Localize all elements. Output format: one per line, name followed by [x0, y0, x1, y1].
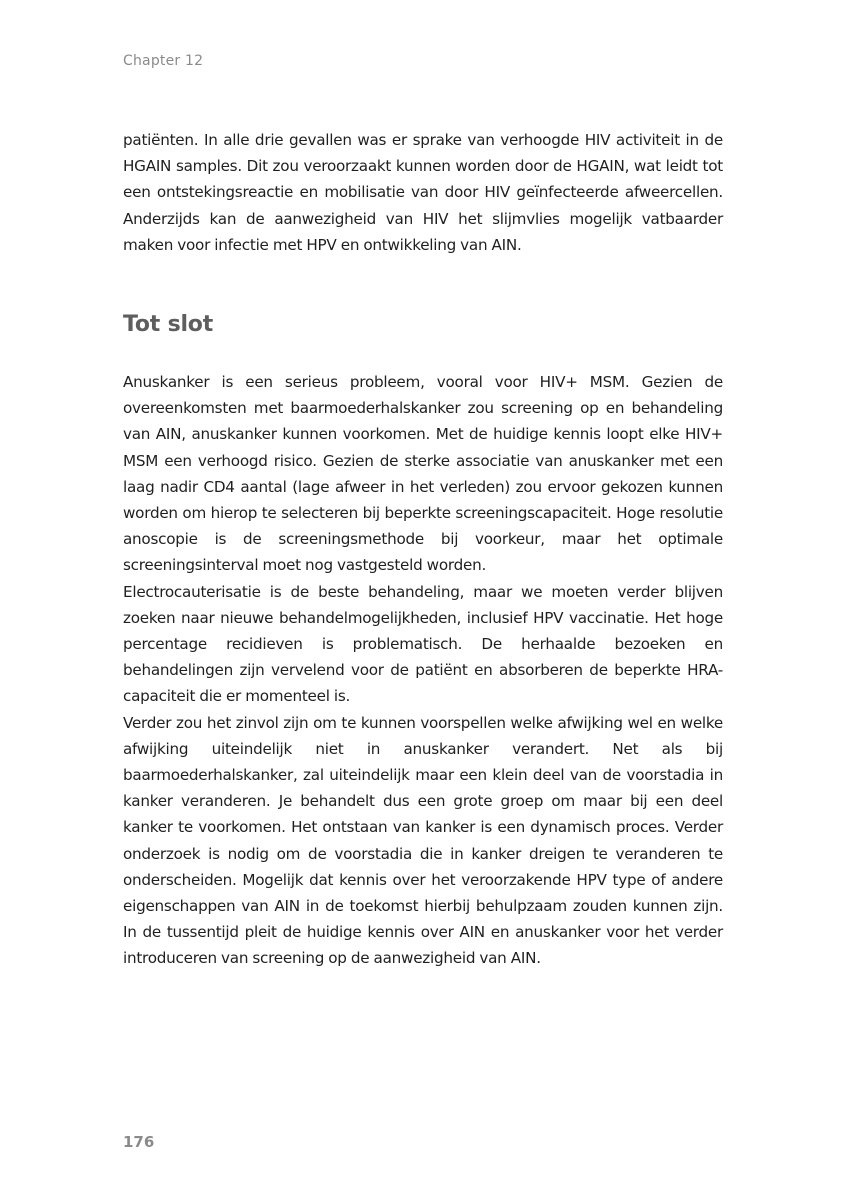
body-paragraph-2: Electrocauterisatie is de beste behandeling, maar we moeten verder blijven zoeken naar nieuwe behandelmogelijkheden, inclusief HPV vaccinatie. Het hoge percentage recidieven is problematisch. De herhaalde bezoeken en behandelingen zijn vervelend voor de patiënt en absorberen de beperkte HRA-capaciteit die er momenteel is. [123, 582, 723, 706]
page-number: 176 [123, 1133, 155, 1151]
body-paragraph-1: Anuskanker is een serieus probleem, vooral voor HIV+ MSM. Gezien de overeenkomsten met baarmoederhalskanker zou screening op en behandeling van AIN, anuskanker kunnen voorkomen. Met de huidige kennis loopt elke HIV+ MSM een verhoogd risico. Gezien de sterke associatie van anuskanker met een laag nadir CD4 aantal (lage afweer in het verleden) zou ervoor gekozen kunnen worden om hierop te selecteren bij beperkte screeningscapaciteit. Hoge resolutie anoscopie is de screeningsmethode bij voorkeur, maar het optimale screeningsinterval moet nog vastgesteld worden. [123, 373, 723, 575]
body-paragraph-3: Verder zou het zinvol zijn om te kunnen voorspellen welke afwijking wel en welke afwijking uiteindelijk niet in anuskanker verandert. Net als bij baarmoederhalskanker, zal uiteindelijk maar een klein deel van de voorstadia in kanker veranderen. Je behandelt dus een grote groep om maar bij een deel kanker te voorkomen. Het ontstaan van kanker is een dynamisch proces. Verder onderzoek is nodig om de voorstadia die in kanker dreigen te veranderen te onderscheiden. Mogelijk dat kennis over het veroorzakende HPV type of andere eigenschappen van AIN in de toekomst hierbij behulpzaam zouden kunnen zijn. In de tussentijd pleit de huidige kennis over AIN en anuskanker voor het verder introduceren van screening op de aanwezigheid van AIN. [123, 713, 723, 968]
running-header: Chapter 12 [123, 53, 204, 69]
intro-paragraph: patiënten. In alle drie gevallen was er sprake van verhoogde HIV activiteit in de HGAIN samples. Dit zou veroorzaakt kunnen worden door de HGAIN, wat leidt tot een ontstekingsreactie en mobilisatie van door HIV geïnfecteerde afweercellen. Anderzijds kan de aanwezigheid van HIV het slijmvlies mogelijk vatbaarder maken voor infectie met HPV en ontwikkeling van AIN. [123, 131, 723, 254]
page-body [123, 127, 723, 972]
section-heading: Tot slot [123, 312, 214, 338]
